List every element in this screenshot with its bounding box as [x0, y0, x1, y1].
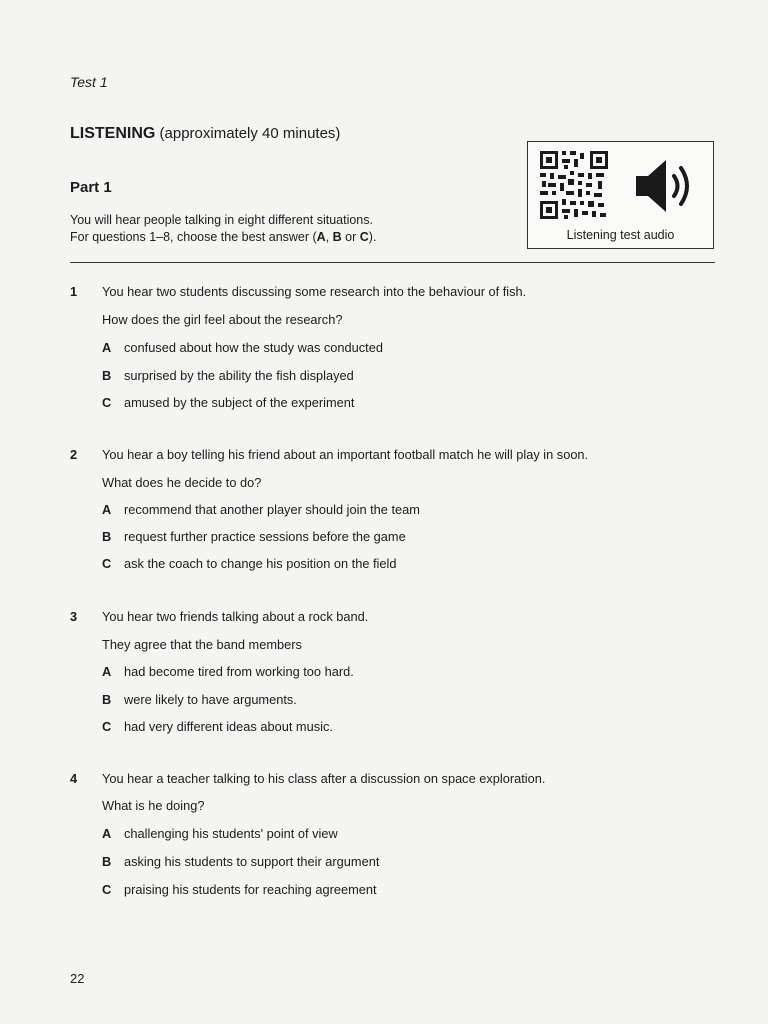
qr-code-icon[interactable] — [538, 149, 610, 221]
option-a[interactable]: A recommend that another player should join the team — [102, 502, 420, 517]
question-number: 3 — [70, 609, 78, 624]
header-divider — [70, 262, 715, 263]
speaker-icon[interactable] — [632, 156, 696, 216]
audio-label: Listening test audio — [566, 228, 675, 242]
section-duration-note: (approximately 40 minutes) — [159, 125, 341, 142]
question-prompt: How does the girl feel about the research? — [102, 312, 343, 327]
question-stem: You hear a boy telling his friend about an important football match he will play in soon. — [102, 447, 589, 462]
question-number: 4 — [70, 771, 78, 786]
section-title — [70, 125, 340, 143]
option-b[interactable]: B were likely to have arguments. — [102, 692, 297, 707]
instructions-line-1: You will hear people talking in eight different situations. — [70, 213, 373, 227]
question-prompt: What does he decide to do? — [102, 475, 262, 490]
option-c[interactable]: C had very different ideas about music. — [102, 719, 333, 734]
question-prompt: They agree that the band members — [102, 637, 302, 652]
option-c[interactable]: C ask the coach to change his position on the field — [102, 556, 397, 571]
question-stem: You hear two students discussing some research into the behaviour of fish. — [102, 284, 527, 299]
question-prompt: What is he doing? — [102, 798, 205, 813]
option-a[interactable]: A had become tired from working too hard. — [102, 664, 354, 679]
test-label: Test 1 — [70, 74, 108, 90]
page-number: 22 — [70, 971, 85, 986]
question-number: 2 — [70, 447, 78, 462]
option-c[interactable]: C amused by the subject of the experiment — [102, 395, 355, 410]
option-b[interactable]: B request further practice sessions before the game — [102, 529, 406, 544]
option-a[interactable]: A challenging his students' point of view — [102, 826, 338, 841]
listening-audio-box[interactable] — [527, 141, 714, 249]
question-stem: You hear two friends talking about a rock band. — [102, 609, 369, 624]
question-number: 1 — [70, 284, 78, 299]
instructions — [70, 212, 376, 246]
option-b[interactable]: B asking his students to support their argument — [102, 854, 380, 869]
question-stem: You hear a teacher talking to his class after a discussion on space exploration. — [102, 771, 546, 786]
part-title: Part 1 — [70, 179, 112, 196]
instructions-line-2: For questions 1–8, choose the best answer (A, B or C). — [70, 230, 377, 244]
option-b[interactable]: B surprised by the ability the fish displayed — [102, 368, 354, 383]
option-c[interactable]: C praising his students for reaching agreement — [102, 882, 377, 897]
option-a[interactable]: A confused about how the study was conducted — [102, 340, 383, 355]
section-title-main: LISTENING — [70, 125, 156, 142]
